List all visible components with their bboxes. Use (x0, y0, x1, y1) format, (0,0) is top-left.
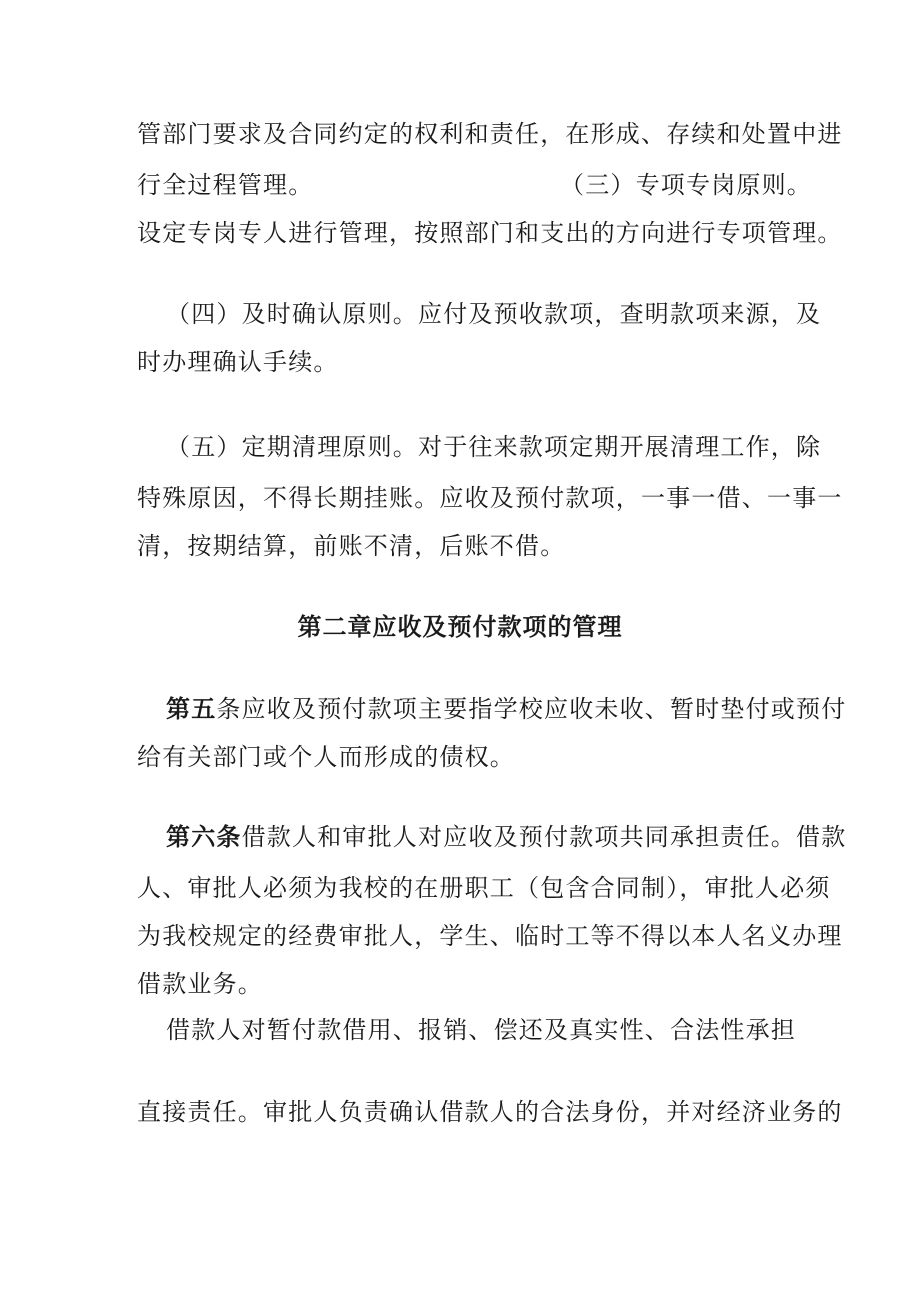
p2-line2: 时办理确认手续。 (137, 348, 339, 376)
art5-text: 条应收及预付款项主要指学校应收未收、暂时垫付或预付 (216, 695, 847, 723)
art6-line2: 人、审批人必须为我校的在册职工（包含合同制），审批人必须 (137, 874, 831, 902)
p3-line2: 特殊原因，不得长期挂账。应收及预付款项，一事一借、一事一 (137, 484, 843, 512)
art6-line4: 借款业务。 (137, 970, 263, 998)
chapter-heading: 第二章应收及预付款项的管理 (297, 612, 623, 641)
art5-label: 第五 (166, 694, 217, 723)
p1-line3: 设定专岗专人进行管理，按照部门和支出的方向进行专项管理。 (137, 219, 843, 247)
art5-line1 (166, 694, 846, 724)
p3-line3: 清，按期结算，前账不清，后账不借。 (137, 532, 566, 560)
art6-line3: 为我校规定的经费审批人，学生、临时工等不得以本人名义办理 (137, 922, 843, 950)
art5-line2: 给有关部门或个人而形成的债权。 (137, 743, 515, 771)
p7-line1: 借款人对暂付款借用、报销、偿还及真实性、合法性承担 (166, 1016, 796, 1044)
p1-line2-left: 行全过程管理。 (137, 171, 314, 199)
p2-line1: （四）及时确认原则。应付及预收款项，查明款项来源，及 (166, 300, 822, 328)
art6-text: 借款人和审批人对应收及预付款项共同承担责任。借款 (241, 823, 847, 851)
p1-line2 (137, 170, 812, 200)
p3-line1: （五）定期清理原则。对于往来款项定期开展清理工作，除 (166, 433, 822, 461)
p7-line2: 直接责任。审批人负责确认借款人的合法身份，并对经济业务的 (137, 1098, 843, 1126)
section-3-heading: （三）专项专岗原则。 (560, 171, 812, 199)
p1-line1: 管部门要求及合同约定的权利和责任，在形成、存续和处置中进 (137, 120, 843, 148)
art6-line1 (166, 822, 846, 852)
art6-label: 第六条 (166, 822, 242, 851)
